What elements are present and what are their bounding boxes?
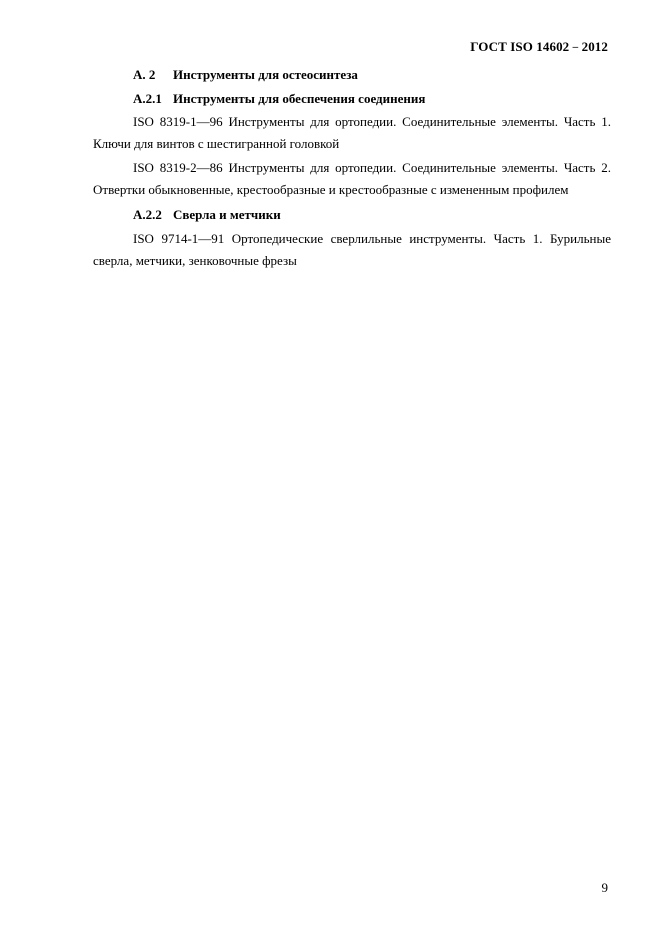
section-heading-a2 <box>133 67 358 83</box>
section-title: Инструменты для остеосинтеза <box>173 67 358 82</box>
section-heading-a22 <box>133 207 281 223</box>
standard-item-iso-9714-1: ISO 9714-1—91 Ортопедические сверлильные инструменты. Часть 1. Бурильные сверла, метчики, зенковочные фрезы <box>93 231 611 268</box>
section-title: Сверла и метчики <box>173 207 281 222</box>
standard-item-iso-8319-2: ISO 8319-2—86 Инструменты для ортопедии. Соединительные элементы. Часть 2. Отвертки обыкновенные, крестообразные и крестообразные с измененным профилем <box>93 160 611 197</box>
page-number: 9 <box>601 880 608 895</box>
section-number: А. 2 <box>133 67 156 82</box>
section-heading-a21 <box>133 91 425 107</box>
header-dash: – <box>572 41 579 53</box>
section-number: А.2.1 <box>133 91 162 106</box>
section-title: Инструменты для обеспечения соединения <box>173 91 426 106</box>
standard-item-iso-8319-1: ISO 8319-1—96 Инструменты для ортопедии. Соединительные элементы. Часть 1. Ключи для винтов с шестигранной головкой <box>93 114 611 151</box>
header-doc-code: ГОСТ ISO 14602 <box>470 39 570 54</box>
section-number: А.2.2 <box>133 207 162 222</box>
running-header <box>470 39 608 55</box>
header-year: 2012 <box>581 39 608 54</box>
